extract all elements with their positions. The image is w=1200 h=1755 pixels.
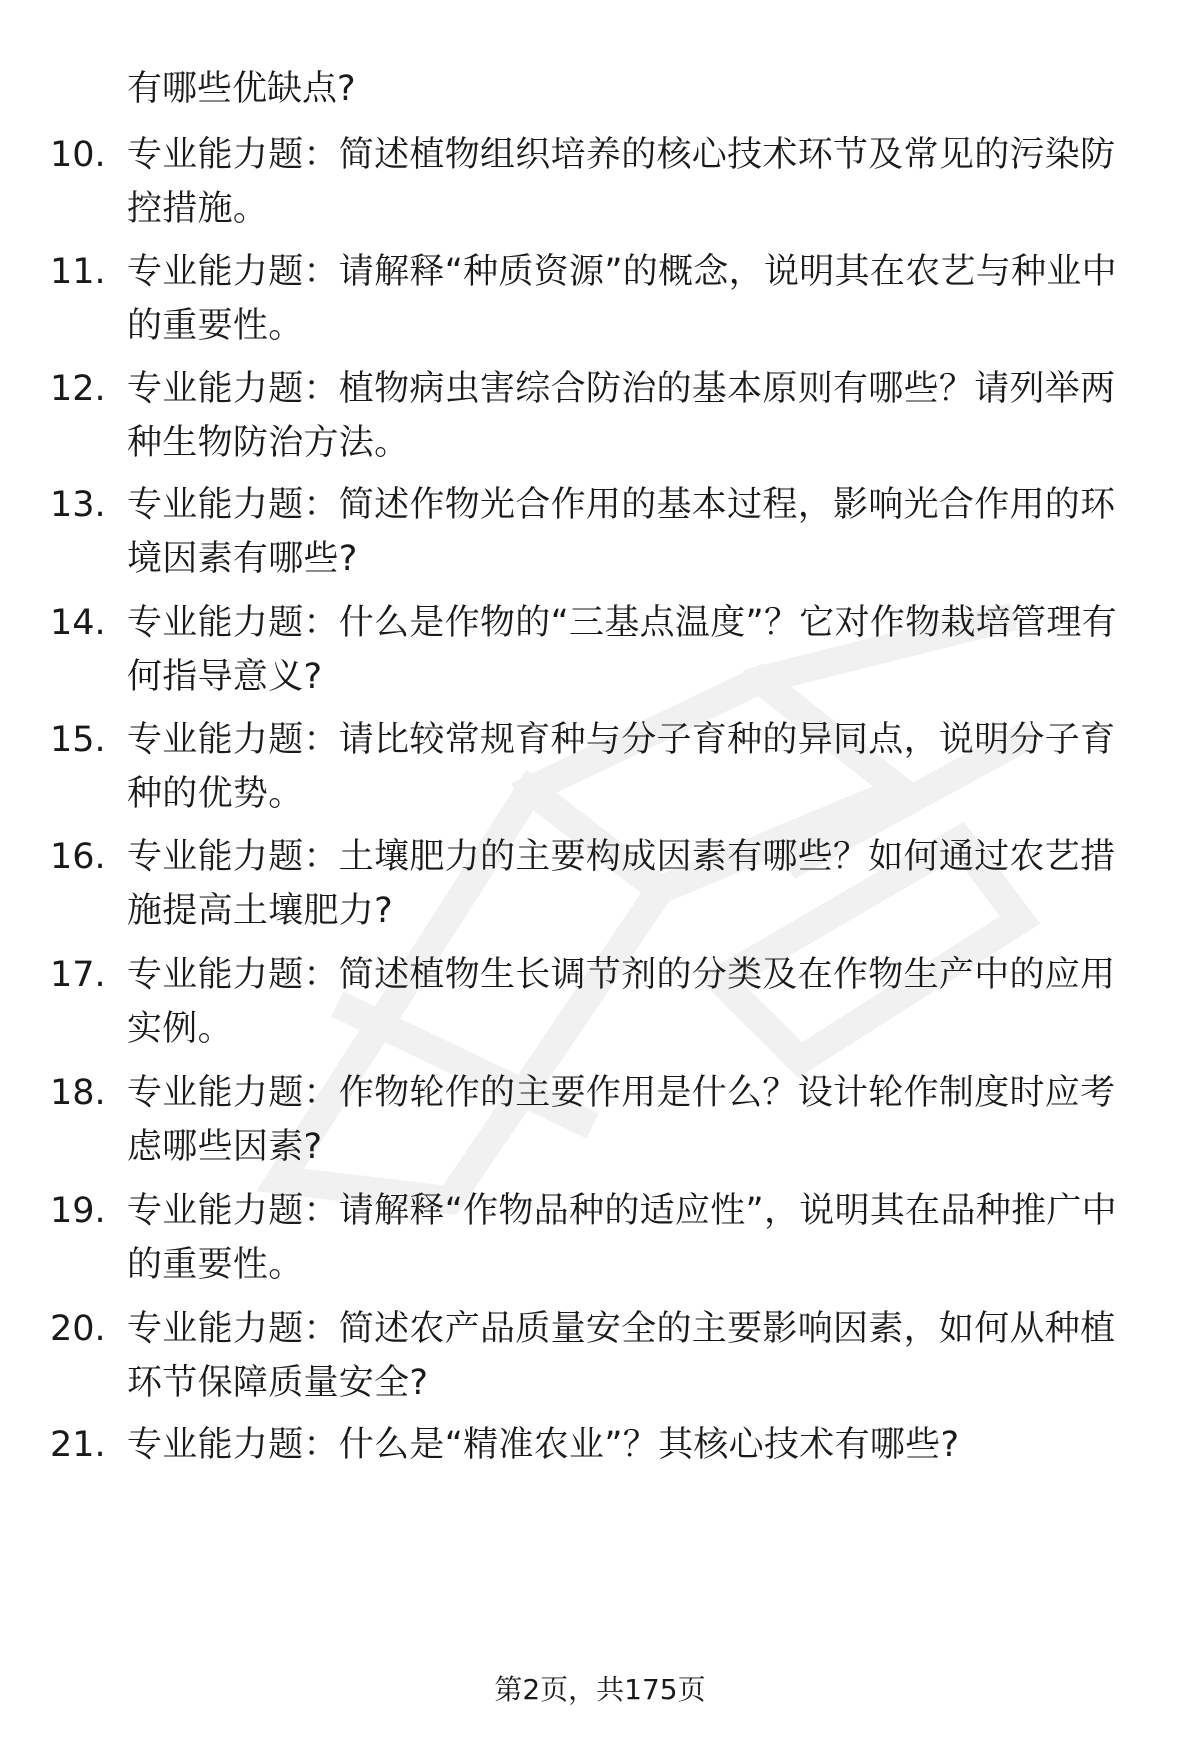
question-number: 15. bbox=[50, 720, 106, 760]
question-text: 专业能力题：请解释“作物品种的适应性”，说明其在品种推广中的重要性。 bbox=[127, 1191, 1117, 1285]
question-text: 专业能力题：简述植物生长调节剂的分类及在作物生产中的应用实例。 bbox=[127, 955, 1116, 1049]
question-number: 16. bbox=[50, 837, 106, 877]
question-number: 10. bbox=[50, 135, 106, 175]
continued-question-text: 有哪些优缺点? bbox=[127, 69, 356, 109]
question-number: 17. bbox=[50, 955, 106, 995]
question-number: 20. bbox=[50, 1309, 106, 1349]
question-number: 18. bbox=[50, 1073, 106, 1113]
question-text: 专业能力题：植物病虫害综合防治的基本原则有哪些？请列举两种生物防治方法。 bbox=[127, 369, 1116, 463]
question-text: 专业能力题：什么是“精准农业”？其核心技术有哪些? bbox=[127, 1425, 960, 1465]
question-text: 专业能力题：请解释“种质资源”的概念，说明其在农艺与种业中的重要性。 bbox=[127, 252, 1117, 346]
question-text: 专业能力题：简述作物光合作用的基本过程，影响光合作用的环境因素有哪些? bbox=[127, 485, 1116, 579]
question-text: 专业能力题：土壤肥力的主要构成因素有哪些？如何通过农艺措施提高土壤肥力? bbox=[127, 837, 1116, 931]
question-number: 11. bbox=[50, 252, 106, 292]
question-text: 专业能力题：作物轮作的主要作用是什么？设计轮作制度时应考虑哪些因素? bbox=[127, 1073, 1116, 1167]
question-number: 12. bbox=[50, 369, 106, 409]
question-number: 19. bbox=[50, 1191, 106, 1231]
question-number: 14. bbox=[50, 603, 106, 643]
question-number: 13. bbox=[50, 485, 106, 525]
page-footer: 第2页，共175页 bbox=[494, 1673, 706, 1706]
question-text: 专业能力题：简述植物组织培养的核心技术环节及常见的污染防控措施。 bbox=[127, 135, 1116, 229]
question-text: 专业能力题：什么是作物的“三基点温度”？它对作物栽培管理有何指导意义? bbox=[127, 603, 1117, 697]
question-text: 专业能力题：请比较常规育种与分子育种的异同点，说明分子育种的优势。 bbox=[127, 720, 1116, 814]
question-text: 专业能力题：简述农产品质量安全的主要影响因素，如何从种植环节保障质量安全? bbox=[127, 1309, 1116, 1403]
question-number: 21. bbox=[50, 1425, 106, 1465]
